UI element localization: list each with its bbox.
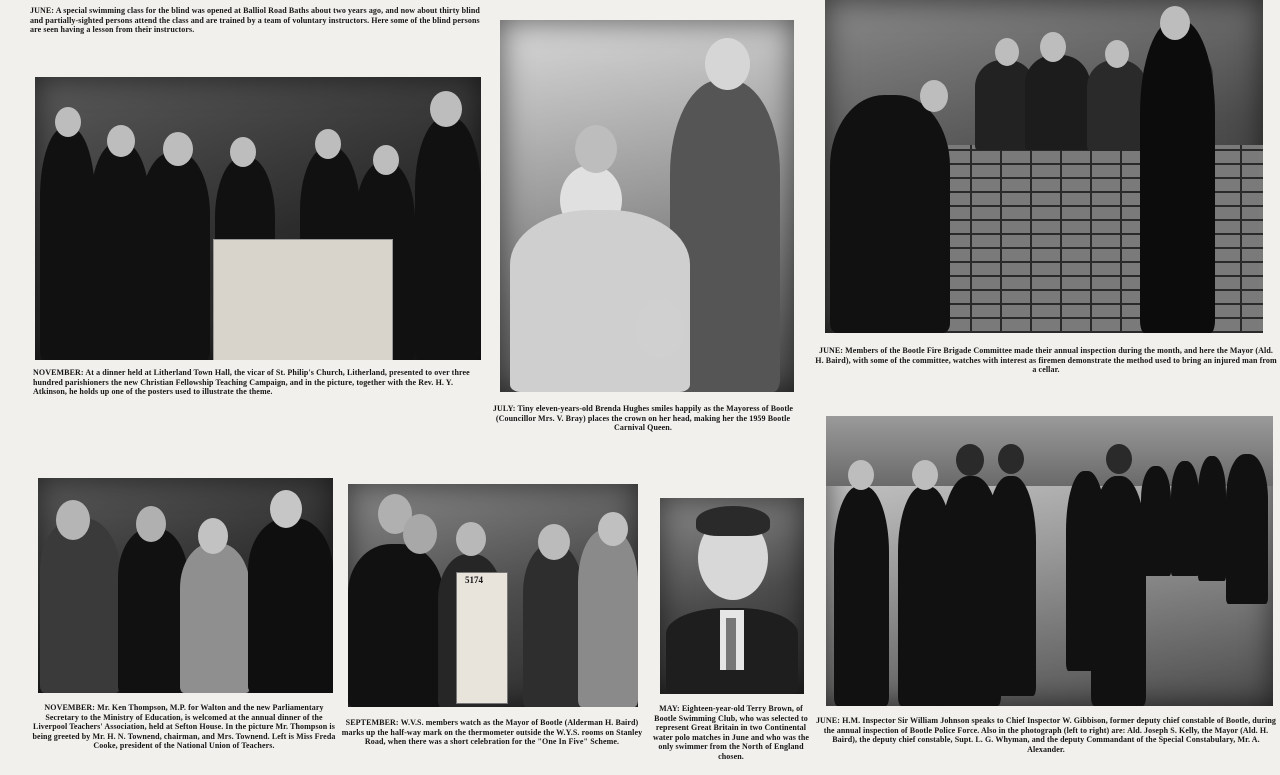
thermometer-figure: 5174 (465, 575, 483, 585)
photo-teachers-dinner (38, 478, 333, 693)
caption-november-litherland: NOVEMBER: At a dinner held at Litherland Town Hall, the vicar of St. Philip's Church, Litherland, presented to over three hundred parishioners the new Christian Fellowship Teaching Campaign, and in the picture, together with the Rev. H. Y. Atkinson, he holds up one of the posters used to illustrate the theme. (33, 368, 470, 396)
photo-fire-brigade (825, 0, 1263, 333)
caption-september-wvs: SEPTEMBER: W.V.S. members watch as the Mayor of Bootle (Alderman H. Baird) marks up the half-way mark on the thermometer outside the W.Y.S. rooms on Stanley Road, when there was a short celebration for the "One In Five" Scheme. (341, 718, 643, 746)
caption-june-swimming: JUNE: A special swimming class for the blind was opened at Balliol Road Baths about two years ago, and now about thirty blind and partially-sighted persons attend the class and are trained by a team of voluntary instructors. Here some of the blind persons are seen having a lesson from their instructors. (30, 6, 480, 34)
caption-july-carnival: JULY: Tiny eleven-years-old Brenda Hughes smiles happily as the Mayoress of Bootle (Councillor Mrs. V. Bray) places the crown on her head, making her the 1959 Bootle Carnival Queen. (492, 404, 794, 432)
caption-june-police: JUNE: H.M. Inspector Sir William Johnson speaks to Chief Inspector W. Gibbison, former deputy chief constable of Bootle, during the annual inspection of Bootle Police Force. Also in the photograph (left to right) are: Ald. Joseph S. Kelly, the Mayor (Ald. H. Baird), the deputy chief constable, Supt. L. G. Whyman, and the deputy Commandant of the Special Constabulary, Mr. A. Alexander. (815, 716, 1277, 754)
caption-june-fire-brigade: JUNE: Members of the Bootle Fire Brigade Committee made their annual inspection during the month, and here the Mayor (Ald. H. Baird), with some of the committee, watches with interest as firemen demonstrate the method used to bring an injured man from a cellar. (815, 346, 1277, 374)
caption-may-terry-brown: MAY: Eighteen-year-old Terry Brown, of Bootle Swimming Club, who was selected to represent Great Britain in two Continental water polo matches in June and who was the only swimmer from the North of England chosen. (652, 704, 810, 761)
fundraising-thermometer (456, 572, 508, 704)
photo-wvs-thermometer (348, 484, 638, 707)
photo-litherland-dinner (35, 77, 481, 360)
caption-november-teachers: NOVEMBER: Mr. Ken Thompson, M.P. for Walton and the new Parliamentary Secretary to the Ministry of Education, is welcomed at the annual dinner of the Liverpool Teachers' Association, held at Sefton House. In the picture Mr. Thompson is being greeted by Mr. H. N. Townend, chairman, and Mrs. Townend. Left is Miss Freda Cooke, president of the National Union of Teachers. (32, 703, 336, 750)
photo-carnival-queen (500, 20, 794, 392)
teaching-campaign-poster (213, 239, 393, 360)
photo-police-inspection (826, 416, 1273, 706)
photo-terry-brown (660, 498, 804, 694)
